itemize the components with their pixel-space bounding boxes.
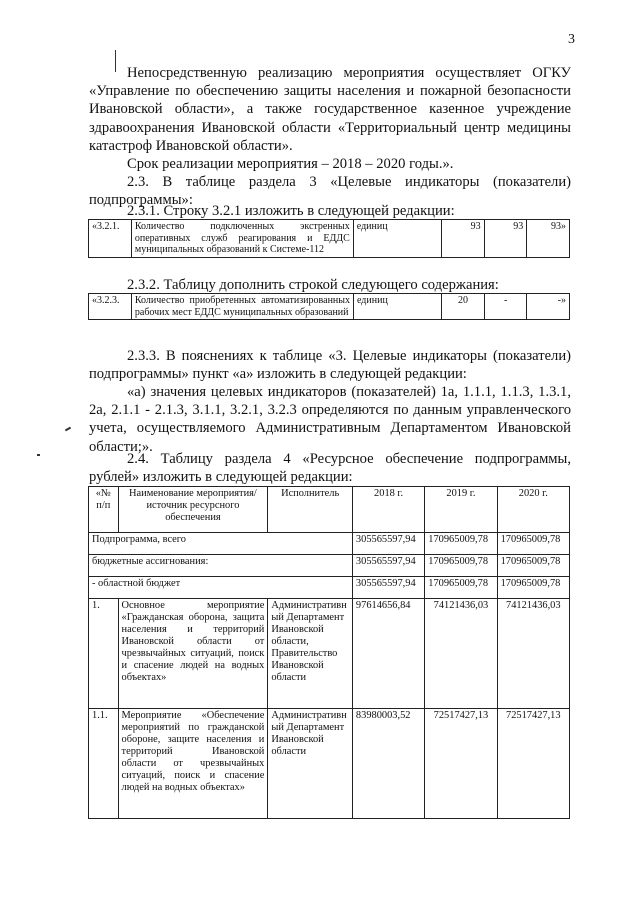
table-row xyxy=(89,599,570,709)
value-2019: 74121436,03 xyxy=(425,599,497,709)
row-number: 1.1. xyxy=(89,709,119,819)
value-2019: 170965009,78 xyxy=(425,555,497,577)
total-label: Подпрограмма, всего xyxy=(89,533,353,555)
value-2020: -» xyxy=(527,294,570,320)
activity-name: Мероприятие «Обеспечение мероприятий по гражданской обороне, защите населения и территорий Ивановской области от чрезвычайных ситуаций, поиск и спасение людей на водных объектах» xyxy=(118,709,268,819)
row-number: 1. xyxy=(89,599,119,709)
regional-label: - областной бюджет xyxy=(89,577,353,599)
header-2018: 2018 г. xyxy=(352,487,424,533)
value-2020: 170965009,78 xyxy=(497,533,569,555)
explanation-a-paragraph: «а) значения целевых индикаторов (показателей) 1а, 1.1.1, 1.1.3, 1.3.1, 2а, 2.1.1 - 2.1.3, 3.1.1, 3.2.1, 3.2.3 определяются по данным управленческого учета, осуществляемого Административным Департаментом Ивановской области;». xyxy=(89,384,571,455)
table-header-row xyxy=(89,487,570,533)
section-2-4-paragraph: 2.4. Таблицу раздела 4 «Ресурсное обеспечение подпрограммы, рублей» изложить в следующей редакции: xyxy=(89,451,571,486)
executor: Административный Департамент Ивановской области, Правительство Ивановской области xyxy=(268,599,353,709)
indicator-row-3-2-1-table xyxy=(88,219,570,258)
value-2019: 170965009,78 xyxy=(425,577,497,599)
resource-table xyxy=(88,486,570,819)
section-2-3-3-paragraph: 2.3.3. В пояснениях к таблице «3. Целевые индикаторы (показатели) подпрограммы» пункт «а» изложить в следующей редакции: xyxy=(89,348,571,383)
value-2018: 305565597,94 xyxy=(352,555,424,577)
indicator-row-3-2-3-table xyxy=(88,293,570,320)
value-2018: 20 xyxy=(442,294,485,320)
value-2018: 93 xyxy=(442,220,485,258)
header-name: Наименование мероприятия/источник ресурсного обеспечения xyxy=(118,487,268,533)
value-2019: 72517427,13 xyxy=(425,709,497,819)
row-number: «3.2.3. xyxy=(89,294,132,320)
header-num: «№ п/п xyxy=(89,487,119,533)
executor: Административный Департамент Ивановской области xyxy=(268,709,353,819)
section-2-3-paragraph: 2.3. В таблице раздела 3 «Целевые индикаторы (показатели) подпрограммы»: xyxy=(89,174,571,209)
unit: единиц xyxy=(353,220,441,258)
margin-mark xyxy=(37,454,40,456)
intro-paragraph: Непосредственную реализацию мероприятия осуществляет ОГКУ «Управление по обеспечению защиты населения и пожарной безопасности Ивановской области», а также государственное казенное учреждение здравоохранения Ивановской области «Территориальный центр медицины катастроф Ивановской области». xyxy=(89,65,571,154)
activity-name: Основное мероприятие «Гражданская оборона, защита населения и территорий Ивановской области от чрезвычайных ситуаций, поиск и спасение людей на водных объектах» xyxy=(118,599,268,709)
value-2020: 93» xyxy=(527,220,570,258)
table-row xyxy=(89,220,570,258)
table-row xyxy=(89,294,570,320)
table-row xyxy=(89,533,570,555)
term-paragraph: Срок реализации мероприятия – 2018 – 2020 годы.». xyxy=(127,156,454,172)
value-2018: 97614656,84 xyxy=(352,599,424,709)
value-2019: 93 xyxy=(484,220,527,258)
table-row xyxy=(89,577,570,599)
section-2-3-1-paragraph: 2.3.1. Строку 3.2.1 изложить в следующей редакции: xyxy=(127,203,455,219)
value-2020: 74121436,03 xyxy=(497,599,569,709)
value-2019: 170965009,78 xyxy=(425,533,497,555)
header-executor: Исполнитель xyxy=(268,487,353,533)
value-2020: 72517427,13 xyxy=(497,709,569,819)
row-number: «3.2.1. xyxy=(89,220,132,258)
indicator-name: Количество приобретенных автоматизированных рабочих мест ЕДДС муниципальных образований xyxy=(131,294,353,320)
value-2019: - xyxy=(484,294,527,320)
table-row xyxy=(89,709,570,819)
indicator-name: Количество подключенных экстренных оперативных служб реагирования и ЕДДС муниципальных образований к Системе-112 xyxy=(131,220,353,258)
table-row xyxy=(89,555,570,577)
header-2019: 2019 г. xyxy=(425,487,497,533)
section-2-3-2-paragraph: 2.3.2. Таблицу дополнить строкой следующего содержания: xyxy=(127,277,499,293)
budget-label: бюджетные ассигнования: xyxy=(89,555,353,577)
value-2020: 170965009,78 xyxy=(497,555,569,577)
value-2018: 305565597,94 xyxy=(352,577,424,599)
header-2020: 2020 г. xyxy=(497,487,569,533)
value-2018: 83980003,52 xyxy=(352,709,424,819)
value-2020: 170965009,78 xyxy=(497,577,569,599)
page-number: 3 xyxy=(568,32,575,47)
unit: единиц xyxy=(354,294,442,320)
value-2018: 305565597,94 xyxy=(352,533,424,555)
margin-mark xyxy=(65,427,71,432)
